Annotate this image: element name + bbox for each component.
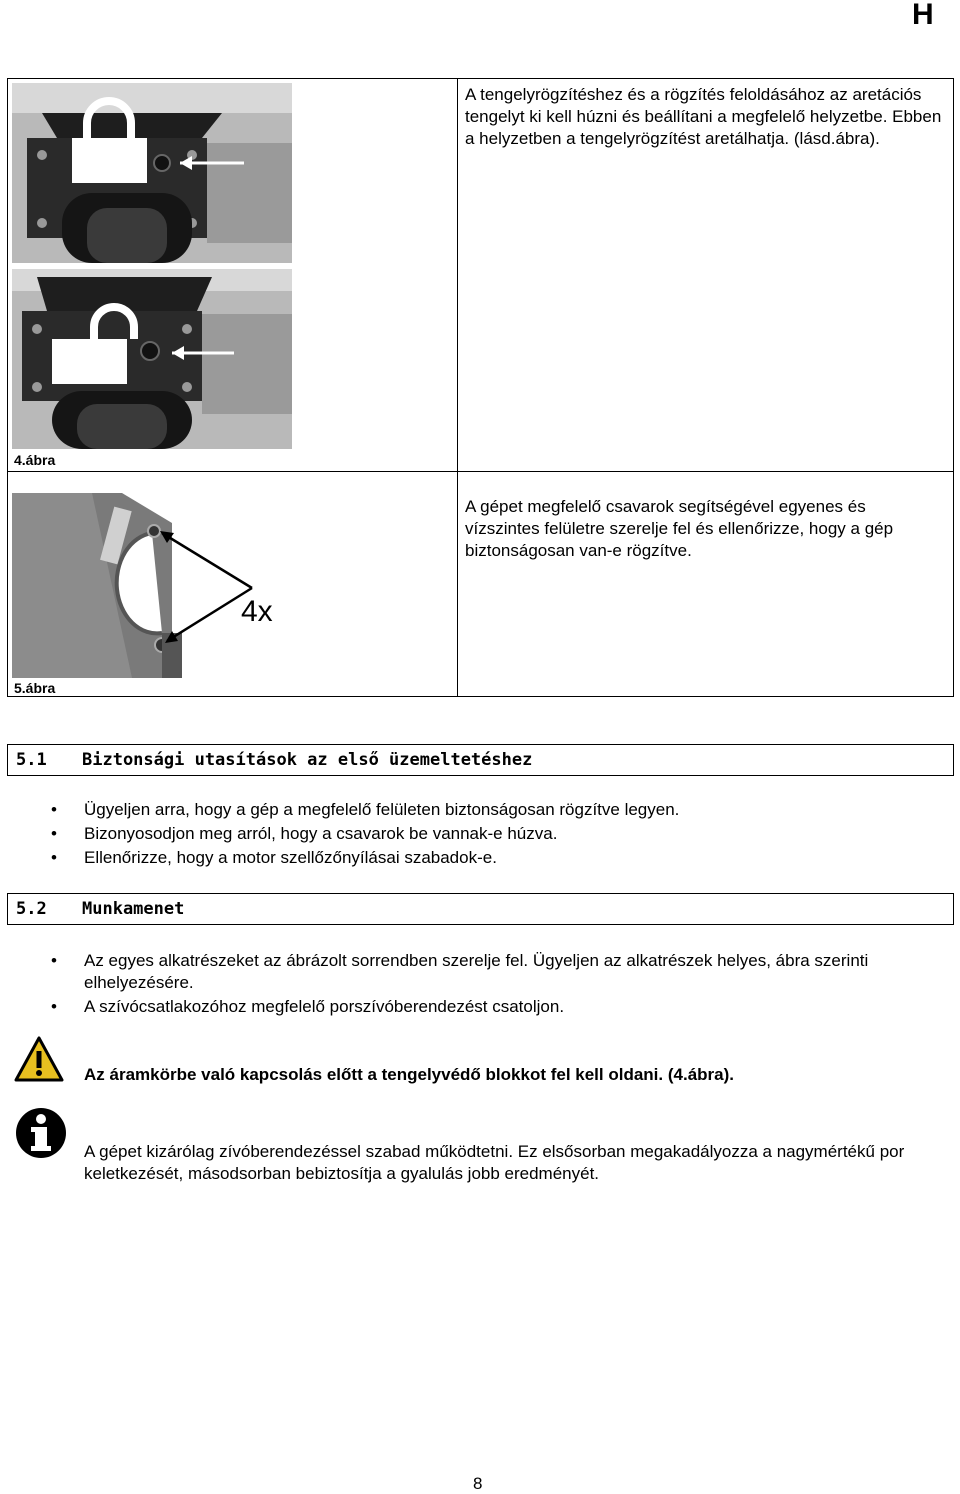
table-divider-horizontal <box>8 471 953 472</box>
table-divider-vertical <box>457 79 458 696</box>
figure5-text: A gépet megfelelő csavarok segítségével egyenes és vízszintes felületre szerelje fel és ellenőrizze, hogy a gép biztonságosan van-e rögzítve. <box>465 497 894 560</box>
list-item: • Bizonyosodjon meg arról, hogy a csavarok be vannak-e húzva. <box>84 823 934 845</box>
info-text: A gépet kizárólag zívóberendezéssel szabad működtetni. Ez elsősorban megakadályozza a nagymértékű por keletkezését, másodsorban bebiztosítja a gyalulás jobb eredményét. <box>84 1142 905 1183</box>
list-item: • A szívócsatlakozóhoz megfelelő porszívóberendezést csatoljon. <box>84 996 934 1018</box>
figure4-photo-unlocked <box>12 269 292 449</box>
list-item: • Ellenőrizze, hogy a motor szellőzőnyílásai szabadok-e. <box>84 847 934 869</box>
info-icon <box>14 1106 68 1160</box>
warning-text: Az áramkörbe való kapcsolás előtt a tengelyvédő blokkot fel kell oldani. (4.ábra). <box>84 1065 734 1084</box>
list-item: • Az egyes alkatrészeket az ábrázolt sorrendben szerelje fel. Ügyeljen az alkatrészek helyes, ábra szerinti elhelyezésére. <box>84 950 934 994</box>
warning-triangle-icon <box>14 1036 64 1082</box>
section-5-1-number: 5.1 <box>16 750 47 770</box>
figure5-photo <box>12 493 302 678</box>
language-code: H <box>912 0 934 31</box>
figure4-text: A tengelyrögzítéshez és a rögzítés feloldásához az aretációs tengelyt ki kell húzni és beállítani a megfelelő helyzetbe. Ebben a helyzetben a tengelyrögzítést aretálhatja. (lásd.ábra). <box>465 85 942 148</box>
figure-table <box>7 78 954 697</box>
page-number: 8 <box>473 1474 483 1493</box>
section-5-1-heading <box>7 744 954 776</box>
figure4-photo-locked <box>12 83 292 263</box>
section-5-2-heading <box>7 893 954 925</box>
section-5-1-list <box>84 799 934 869</box>
section-5-2-number: 5.2 <box>16 899 47 919</box>
figure5-label-4x: 4x <box>241 595 273 628</box>
figure4-caption: 4.ábra <box>14 452 56 468</box>
figure5-caption: 5.ábra <box>14 680 56 696</box>
list-item: • Ügyeljen arra, hogy a gép a megfelelő felületen biztonságosan rögzítve legyen. <box>84 799 934 821</box>
section-5-2-title: Munkamenet <box>82 899 185 919</box>
section-5-1-title: Biztonsági utasítások az első üzemeltetéshez <box>82 750 533 770</box>
section-5-2-list <box>84 950 934 1018</box>
